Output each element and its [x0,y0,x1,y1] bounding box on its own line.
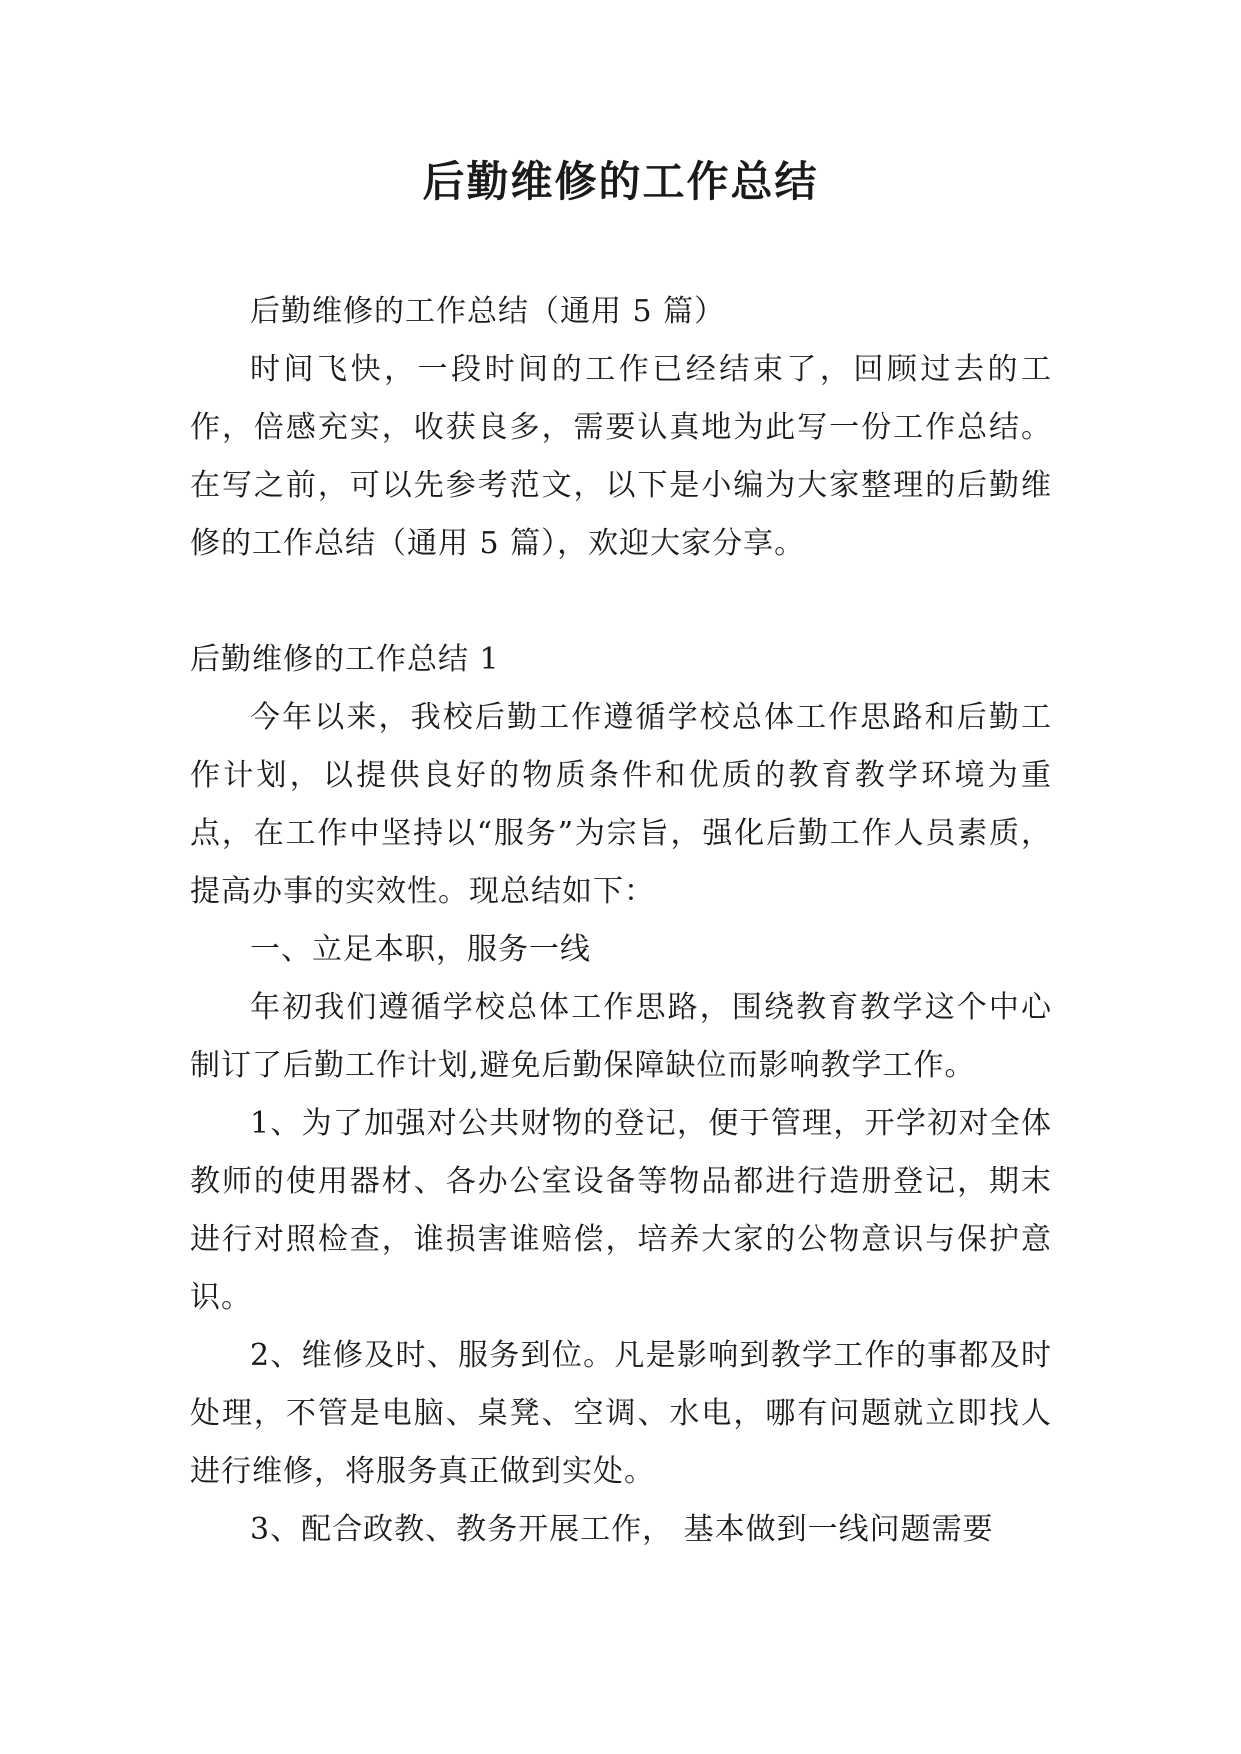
body-paragraph: 今年以来，我校后勤工作遵循学校总体工作思路和后勤工作计划，以提供良好的物质条件和优质的教育教学环境为重点，在工作中坚持以“服务”为宗旨，强化后勤工作人员素质，提高办事的实效性。现总结如下： [190,700,1052,909]
document-body [190,283,1052,1559]
blank-line [190,573,1052,631]
body-paragraph: 1、为了加强对公共财物的登记，便于管理，开学初对全体教师的使用器材、各办公室设备等物品都进行造册登记，期末进行对照检查，谁损害谁赔偿，培养大家的公物意识与保护意识。 [190,1106,1052,1315]
section-heading: 后勤维修的工作总结 1 [190,642,500,677]
body-paragraph: 2、维修及时、服务到位。凡是影响到教学工作的事都及时处理，不管是电脑、桌凳、空调、水电，哪有问题就立即找人进行维修，将服务真正做到实处。 [190,1338,1052,1489]
body-paragraph: 年初我们遵循学校总体工作思路，围绕教育教学这个中心制订了后勤工作计划,避免后勤保障缺位而影响教学工作。 [190,990,1052,1083]
document-subtitle: 后勤维修的工作总结（通用 5 篇） [250,294,726,329]
body-paragraph: 一、立足本职，服务一线 [250,932,591,967]
document-title: 后勤维修的工作总结 [422,157,819,206]
body-paragraph: 3、配合政教、教务开展工作， 基本做到一线问题需要 [250,1512,994,1547]
intro-paragraph: 时间飞快，一段时间的工作已经结束了，回顾过去的工作，倍感充实，收获良多，需要认真地为此写一份工作总结。在写之前，可以先参考范文，以下是小编为大家整理的后勤维修的工作总结（通用 5 篇），欢迎大家分享。 [190,352,1052,561]
